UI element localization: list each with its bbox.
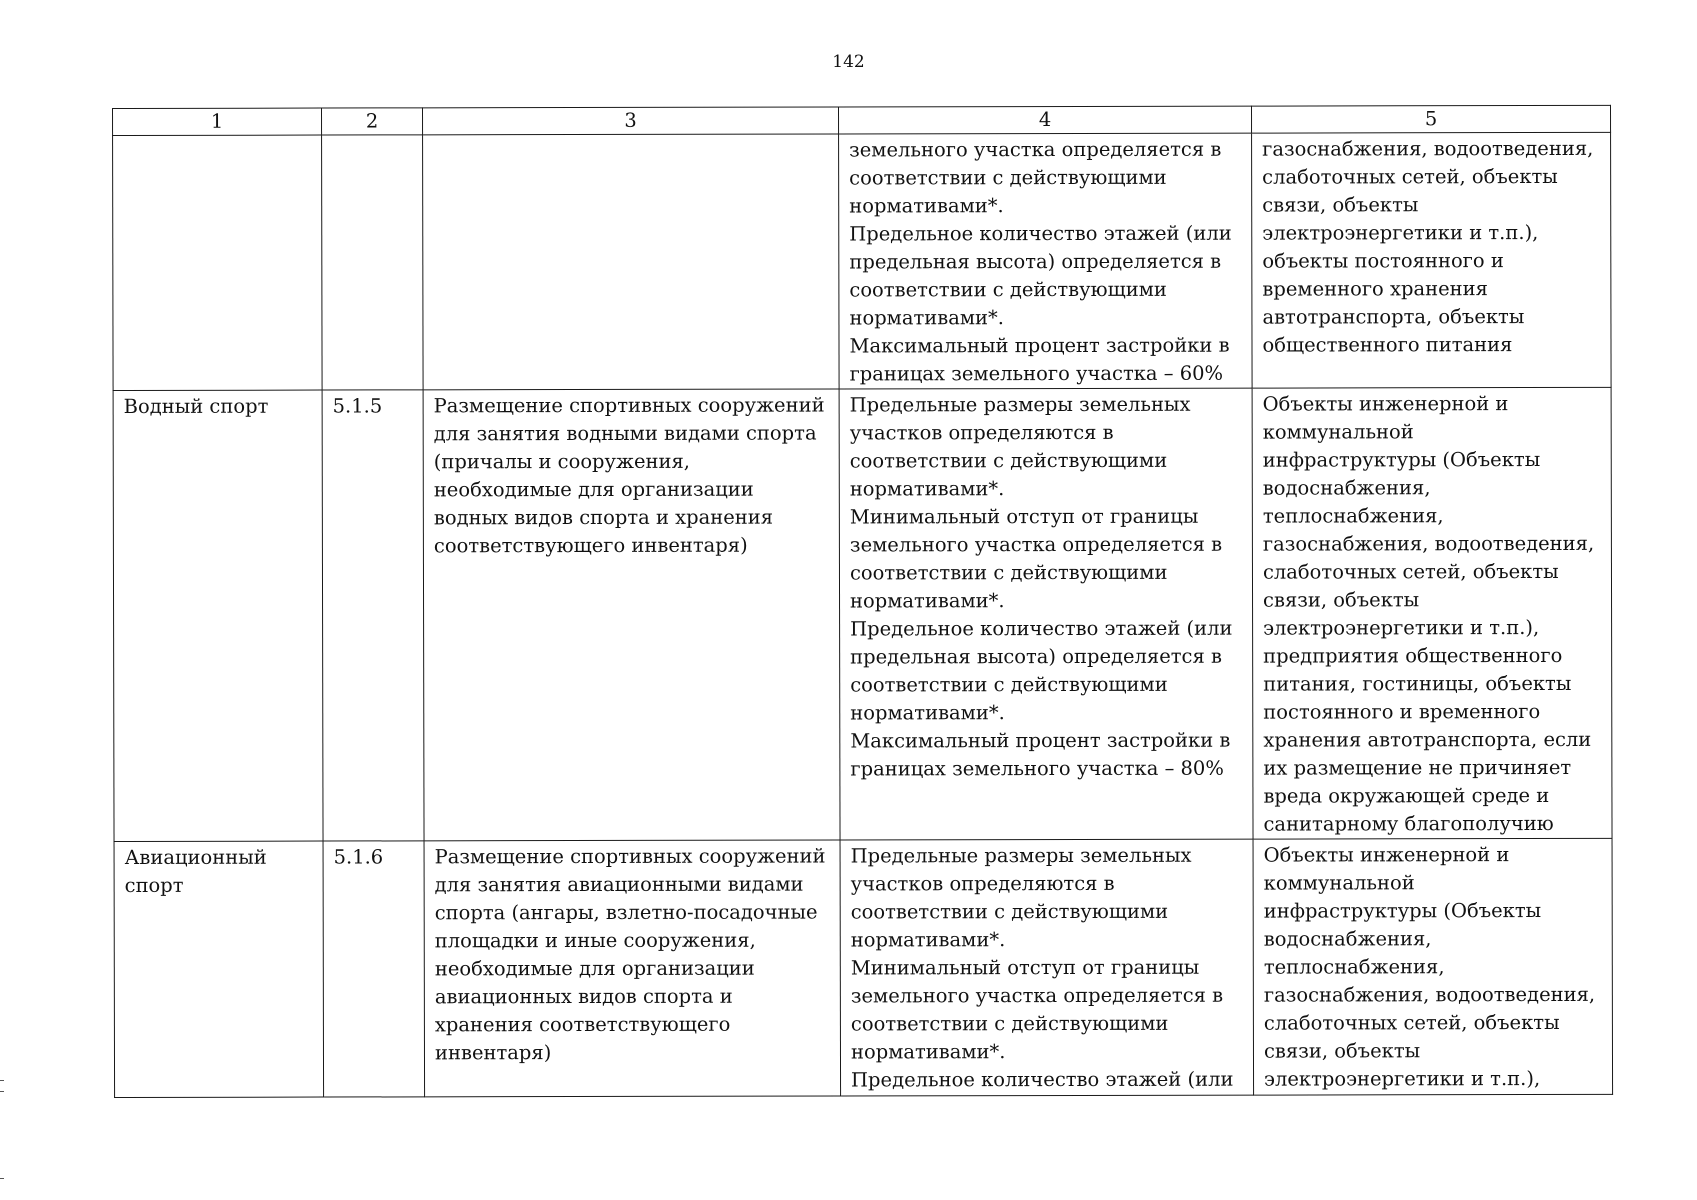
page-number: 142: [832, 52, 865, 72]
scan-edge-mark: [0, 1178, 4, 1179]
cell-auxiliary-uses: газоснабжения, водоотведения, слаботочных сетей, объекты связи, объекты электроэнергетики и т.п.), объекты постоянного и временного хранения автотранспорта, объекты общественного питания: [1252, 132, 1612, 388]
table-row: [113, 387, 1612, 841]
cell-parameters: земельного участка определяется в соответствии с действующими нормативами*. Предельное количество этажей (или предельная высота) определяется в соответствии с действующими нормативами*. Максимальный процент застройки в границах земельного участка – 60%: [839, 133, 1253, 389]
cell-use-code: 5.1.6: [323, 841, 425, 1097]
column-header-2: 2: [322, 108, 423, 135]
table-row: [114, 838, 1613, 1097]
table-header-row: [113, 105, 1611, 135]
cell-use-description: Размещение спортивных сооружений для занятия авиационными видами спорта (ангары, взлетно-посадочные площадки и иные сооружения, необходимые для организации авиационных видов спорта и хранения соответствующего инвентаря): [424, 840, 841, 1097]
cell-use-description: Размещение спортивных сооружений для занятия водными видами спорта (причалы и сооружения, необходимые для организации водных видов спорта и хранения соответствующего инвентаря): [423, 389, 840, 841]
cell-auxiliary-uses: Объекты инженерной и коммунальной инфраструктуры (Объекты водоснабжения, теплоснабжения, газоснабжения, водоотведения, слаботочных сетей, объекты связи, объекты электроэнергетики и т.п.), предприятия общественного питания, гостиницы, объекты постоянного и временного хранения автотранспорта, если их размещение не причиняет вреда окружающей среде и санитарному благополучию: [1252, 387, 1612, 839]
land-use-table: [112, 105, 1613, 1098]
column-header-5: 5: [1251, 105, 1610, 133]
scan-edge-mark: [0, 1080, 4, 1092]
cell-use-name: Водный спорт: [113, 390, 323, 841]
table-row: [113, 132, 1612, 390]
cell-parameters: Предельные размеры земельных участков определяются в соответствии с действующими нормативами*. Минимальный отступ от границы земельного участка определяется в соответствии с действующими нормативами*. Предельное количество этажей (или предельная высота) определяется в соответствии с действующими нормативами*. Максимальный процент застройки в границах земельного участка – 80%: [839, 388, 1253, 840]
cell-use-description: [423, 134, 840, 390]
column-header-4: 4: [838, 106, 1251, 134]
cell-use-code: 5.1.5: [322, 390, 424, 841]
cell-parameters: Предельные размеры земельных участков определяются в соответствии с действующими нормативами*. Минимальный отступ от границы земельного участка определяется в соответствии с действующими нормативами*. Предельное количество этажей (или: [840, 839, 1254, 1096]
cell-use-name: [113, 135, 323, 390]
column-header-1: 1: [113, 108, 322, 135]
column-header-3: 3: [423, 107, 839, 135]
cell-use-name: Авиационный спорт: [114, 841, 324, 1097]
cell-auxiliary-uses: Объекты инженерной и коммунальной инфраструктуры (Объекты водоснабжения, теплоснабжения, газоснабжения, водоотведения, слаботочных сетей, объекты связи, объекты электроэнергетики и т.п.),: [1253, 838, 1613, 1095]
cell-use-code: [322, 135, 424, 390]
